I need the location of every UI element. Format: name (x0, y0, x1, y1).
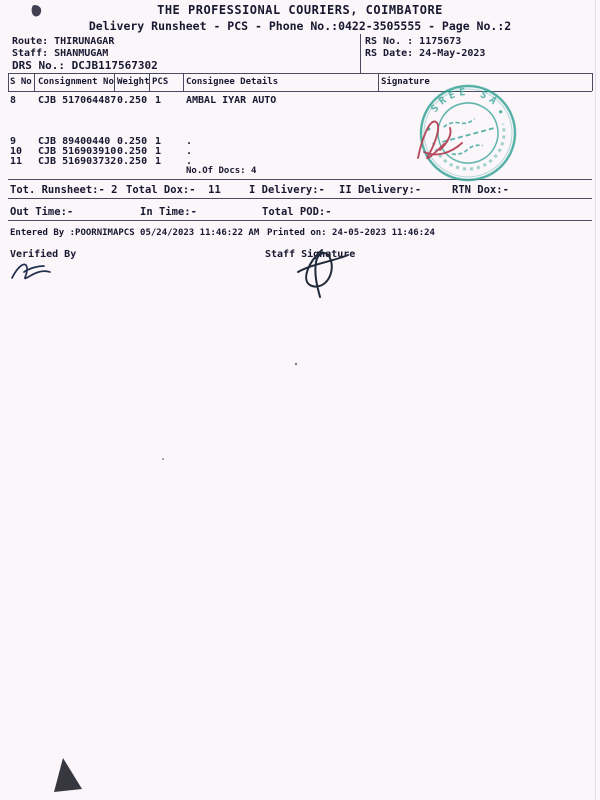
col-header-sno: S No (10, 77, 32, 87)
cell-pcs: 1 (155, 136, 162, 147)
cell-sno: 8 (10, 95, 17, 106)
cell-pcs: 1 (155, 156, 162, 167)
scan-speck (295, 363, 297, 365)
table-row (0, 156, 600, 168)
summary-mid-rule (8, 198, 592, 199)
printed-on: Printed on: 24-05-2023 11:46:24 (267, 228, 435, 238)
cell-consignment: CJB 517064487 (38, 95, 117, 106)
cell-consignment: CJB 516903910 (38, 146, 117, 157)
rtn-dox: RTN Dox:- (452, 184, 509, 196)
stamp-arc-text: SREE SA (429, 86, 502, 115)
scan-artifact-bottom-left (54, 758, 82, 792)
rs-number-field: RS No. : 1175673 (365, 36, 462, 47)
total-pod: Total POD:- (262, 206, 332, 218)
docs-count-note: No.Of Docs: 4 (186, 166, 257, 176)
table-col-line (114, 73, 115, 91)
cell-sno: 11 (10, 156, 23, 167)
table-col-line (183, 73, 184, 91)
cell-weight: 0.250 (117, 136, 148, 147)
summary-bottom-rule (8, 220, 592, 221)
cell-pcs: 1 (155, 95, 162, 106)
cell-sno: 9 (10, 136, 17, 147)
route-field: Route: THIRUNAGAR (12, 36, 115, 47)
rule-under-header (8, 73, 592, 74)
i-delivery: I Delivery:- (249, 184, 325, 196)
table-header-bottom-rule (8, 91, 592, 92)
table-col-line (592, 73, 593, 91)
runsheet-subtitle: Delivery Runsheet - PCS - Phone No.:0422-3505555 - Page No.:2 (88, 19, 512, 33)
cell-consignee: . (186, 136, 193, 147)
entered-by: Entered By :POORNIMAPCS 05/24/2023 11:46:22 AM (10, 228, 260, 238)
cell-consignment: CJB 89400440 (38, 136, 111, 147)
col-header-consignment: Consignment No (38, 77, 114, 87)
total-runsheet: Tot. Runsheet:- 2 (10, 184, 118, 196)
staff-field: Staff: SHANMUGAM (12, 48, 109, 59)
cell-consignee: AMBAL IYAR AUTO (186, 95, 277, 106)
table-col-line (8, 73, 9, 91)
table-col-line (34, 73, 35, 91)
out-time: Out Time:- (10, 206, 74, 218)
scan-speck (162, 458, 164, 460)
col-header-weight: Weight (117, 77, 150, 87)
in-time: In Time:- (140, 206, 197, 218)
cell-consignee: . (186, 146, 193, 157)
table-col-line (378, 73, 379, 91)
cell-consignment: CJB 516903732 (38, 156, 117, 167)
cell-weight: 0.250 (117, 156, 148, 167)
cell-pcs: 1 (155, 146, 162, 157)
cell-weight: 0.250 (117, 146, 148, 157)
summary-top-rule (8, 179, 592, 180)
scan-edge-right (595, 0, 596, 800)
staff-signature-label: Staff Signature (265, 249, 356, 260)
drs-number-field: DRS No.: DCJB117567302 (12, 59, 158, 72)
cell-weight: 0.250 (117, 95, 148, 106)
verified-by-label: Verified By (10, 249, 77, 260)
cell-sno: 10 (10, 146, 23, 157)
cell-consignee: . (186, 156, 193, 167)
header-divider-vertical (360, 34, 361, 73)
col-header-signature: Signature (381, 77, 430, 87)
company-title: THE PROFESSIONAL COURIERS, COIMBATORE (157, 3, 443, 17)
table-row (0, 95, 600, 107)
rubber-stamp-icon (410, 75, 525, 190)
rs-date-field: RS Date: 24-May-2023 (365, 48, 486, 59)
col-header-pcs: PCS (152, 77, 169, 87)
ii-delivery: II Delivery:- (339, 184, 422, 196)
col-header-consignee: Consignee Details (186, 77, 279, 87)
total-dox: Total Dox:- 11 (126, 184, 221, 196)
verified-by-signature (12, 264, 50, 278)
